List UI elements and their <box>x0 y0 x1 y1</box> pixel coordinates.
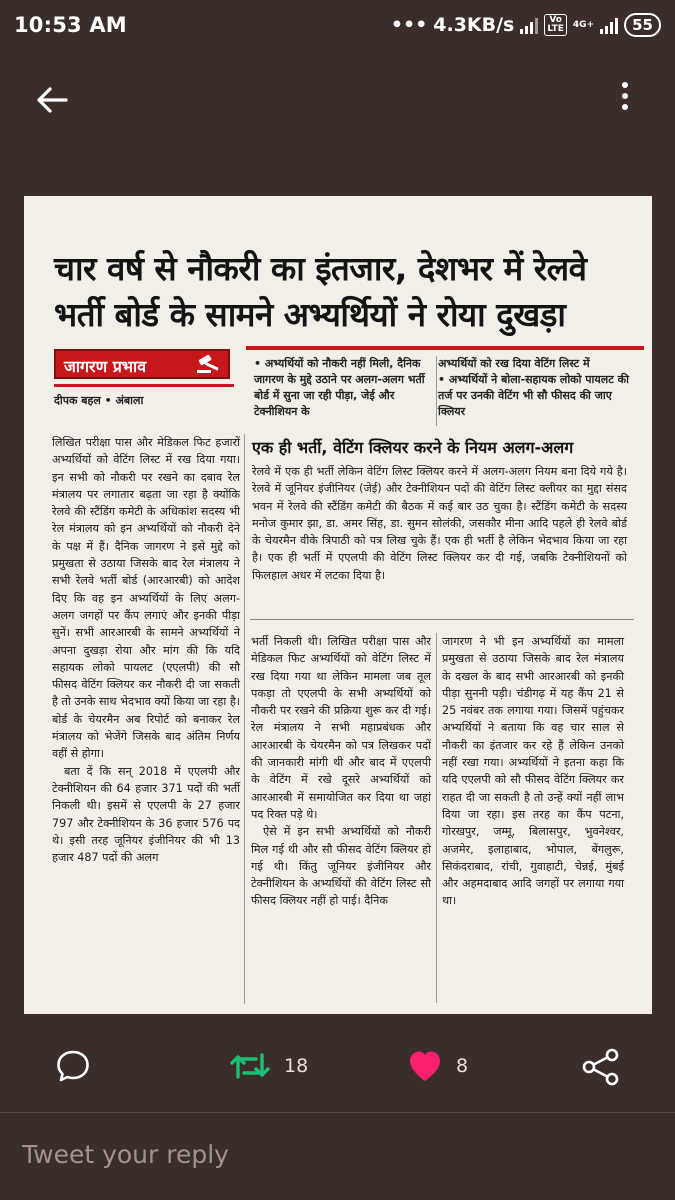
network-type-icon: 4G+ <box>572 19 595 30</box>
bullets-rule <box>246 346 644 350</box>
arrow-left-icon <box>30 78 74 122</box>
heart-icon <box>406 1047 444 1085</box>
reply-input[interactable] <box>22 1132 652 1176</box>
status-time: 10:53 AM <box>14 13 127 37</box>
tweet-actions <box>0 1035 675 1095</box>
like-count: 8 <box>456 1055 469 1077</box>
retweet-count: 18 <box>284 1055 309 1077</box>
net-speed: 4.3KB/s <box>433 14 515 36</box>
column-divider <box>436 633 437 1003</box>
article-column-right: जागरण ने भी इन अभ्यर्थियों का मामला प्रमुखता से उठाया जिसके बाद रेल मंत्रालय के दखल के बाद सभी आरआरबी को इनकी पीड़ा सुननी पड़ी। चंडीगढ़ में यह कैंप 21 से 25 नवंबर तक लगाया गया। जिसमें पहुंचकर अभ्यर्थियों ने बताया कि वह चार साल से नौकरी का इंतजार कर रहे हैं लेकिन उनको नहीं रखा गया। अभ्यर्थियों ने इतना कहा कि यदि एएलपी को सौ फीसद वेटिंग क्लियर कर राहत दी जा सकती है तो उन्हें क्यों नहीं लाभ दिया जा रहा। इस तरह का कैंप पटना, गोरखपुर, जम्मू, बिलासपुर, भुवनेश्वर, अजमेर, इलाहाबाद, भोपाल, बेंगलुरू, सिकंदराबाद, रांची, गुवाहाटी, चेन्नई, मुंबई और अहमदाबाद आदि जगहों पर लगाया गया था। <box>442 635 624 908</box>
sub-text: रेलवे में एक ही भर्ती लेकिन वेटिंग लिस्ट क्लियर करने में अलग-अलग नियम बना दिये गये है। रेलवे में जूनियर इंजीनियर (जेई) और टेक्नीशियन पदों की वेटिंग लिस्ट क्लीयर का मुद्दा संसद भवन में रेलवे की स्टैंडिंग कमेटी की बैठक में कई बार उठ चुका है। स्टैंडिंग कमेटी के सदस्य मनोज कुमार झा, डा. अमर सिंह, डा. सुमन सोलंकी, जसकौर मीना आदि पहले ही रेलवे बोर्ड के चेयरमैन वीके त्रिपाठी को पत्र लिख चुके हैं। एक ही भर्ती है लेकिन भेदभाव किया जा रहा है। एक ही भर्ती में एएलपी की वेटिंग लिस्ट क्लियर कर दी गई, जबकि टेक्नीशियनों को फिलहाल अधर में लटका दिया है। <box>252 465 627 582</box>
tweet-image[interactable] <box>24 196 652 1014</box>
share-icon <box>581 1047 621 1087</box>
sub-rule <box>250 619 634 620</box>
status-bar <box>0 0 675 50</box>
bullets-left: • अभ्यर्थियों को नौकरी नहीं मिली, दैनिक जागरण के मुद्दे उठाने पर अलग-अलग भर्ती बोर्ड में सुना जा रही पीड़ा, जेई और टेक्नीशियन के <box>254 357 425 418</box>
signal-icon-2 <box>600 16 618 34</box>
comment-icon <box>54 1047 92 1085</box>
column-divider <box>244 434 245 1004</box>
like-button[interactable] <box>406 1047 468 1085</box>
back-button[interactable] <box>30 78 74 122</box>
retweet-icon <box>228 1047 272 1085</box>
article-column-middle: भर्ती निकली थी। लिखित परीक्षा पास और मेडिकल फिट अभ्यर्थियों को वेटिंग लिस्ट में रख दिया गया था लेकिन मामला जब तूल पकड़ा तो एएलपी के सभी अभ्यर्थियों को नौकरी पर रखने की प्रक्रिया शुरू कर दी गई। रेल मंत्रालय ने सभी महाप्रबंधक और आरआरबी के चेयरमैन को पत्र लिखकर पदों की जानकारी मांगी थी और बाद में एएलपी के वेटिंग में रखे दूसरे अभ्यर्थियों को आरआरबी में समायोजित कर दिया था जहां पद रिक्त पड़े थे। ऐसे में इन सभी अभ्यर्थियों को नौकरी मिल गई थी और सौ फीसद वेटिंग क्लियर हो गई थी। किंतु जूनियर इंजीनियर और टेक्नीशियन के अभ्यर्थियों की वेटिंग लिस्ट सौ फीसद क्लियर नहीं हो पाई। दैनिक <box>251 635 431 908</box>
article-headline: चार वर्ष से नौकरी का इंतजार, देशभर में रेलवे भर्ती बोर्ड के सामने अभ्यर्थियों ने रोया दुखड़ा <box>54 249 587 334</box>
volte-icon: Vo LTE <box>544 14 567 36</box>
article-column-left: लिखित परीक्षा पास और मेडिकल फिट हजारों अभ्यर्थियों को वेटिंग लिस्ट में रख दिया गया। इन सभी को नौकरी पर रखने का दबाव रेल मंत्रालय पर लगातार बढ़ता जा रहा है क्योंकि रेलवे की स्टैंडिंग कमेटी के अधिकांश सदस्य भी रेल मंत्रालय को इन अभ्यर्थियों को नौकरी देने के पक्ष में हैं। दैनिक जागरण ने इसे मुद्दे को प्रमुखता से उठाया जिसके बाद रेल मंत्रालय ने सभी रेलवे भर्ती बोर्ड (आरआरबी) को आदेश दिए कि वह इन अभ्यर्थियों के लिए अलग-अलग जगहों पर कैंप लगाएं और इनकी पीड़ा सुनें। सभी आरआरबी के सामने अभ्यर्थियों ने अपना दुखड़ा रोया और मांग की कि यदि सहायक लोको पायलट (एएलपी) की सौ फीसद वेटिंग क्लियर कर नौकरी दी जा सकती है तो उनके साथ भेदभाव क्यों किया जा रहा है। बोर्ड के चेयरमैन अब रिपोर्ट को बनाकर रेल मंत्रालय को भेजेंगे जिसके बाद अंतिम निर्णय वहीं से होगा। बता दें कि सन् 2018 में एएलपी और टेक्नीशियन की 64 हजार 371 पदों की भर्ती निकली थी। इसमें से एएलपी के 27 हजार 797 और टेक्नीशियन के 36 हजार 576 पद थे। इसी तरह जूनियर इंजीनियर की भी 13 हजार 487 पदों की अलग <box>52 436 240 865</box>
share-button[interactable] <box>581 1047 621 1087</box>
brand-label: जागरण प्रभाव <box>54 349 230 379</box>
battery-icon: 55 <box>624 13 661 37</box>
byline: दीपक बहल • अंबाला <box>54 394 144 407</box>
reply-button[interactable] <box>54 1047 92 1085</box>
gavel-icon <box>196 354 222 374</box>
signal-icon <box>520 16 538 34</box>
retweet-button[interactable] <box>228 1047 308 1085</box>
brand-rule <box>54 384 234 387</box>
status-indicators <box>391 13 661 37</box>
bullets-right: अभ्यर्थियों को रख दिया वेटिंग लिस्ट में • अभ्यर्थियों ने बोला-सहायक लोको पायलट की तर्ज पर उनकी वेटिंग भी सौ फीसद की जाए क्लियर <box>438 357 629 418</box>
net-speed-dots: ••• <box>390 14 428 36</box>
reply-divider <box>0 1112 675 1113</box>
sub-headline: एक ही भर्ती, वेटिंग क्लियर करने के नियम अलग-अलग <box>252 438 574 457</box>
app-bar <box>0 50 675 150</box>
more-options-button[interactable] <box>610 78 640 122</box>
sub-article <box>252 437 627 584</box>
column-divider <box>436 356 437 426</box>
more-vertical-icon <box>622 82 628 88</box>
